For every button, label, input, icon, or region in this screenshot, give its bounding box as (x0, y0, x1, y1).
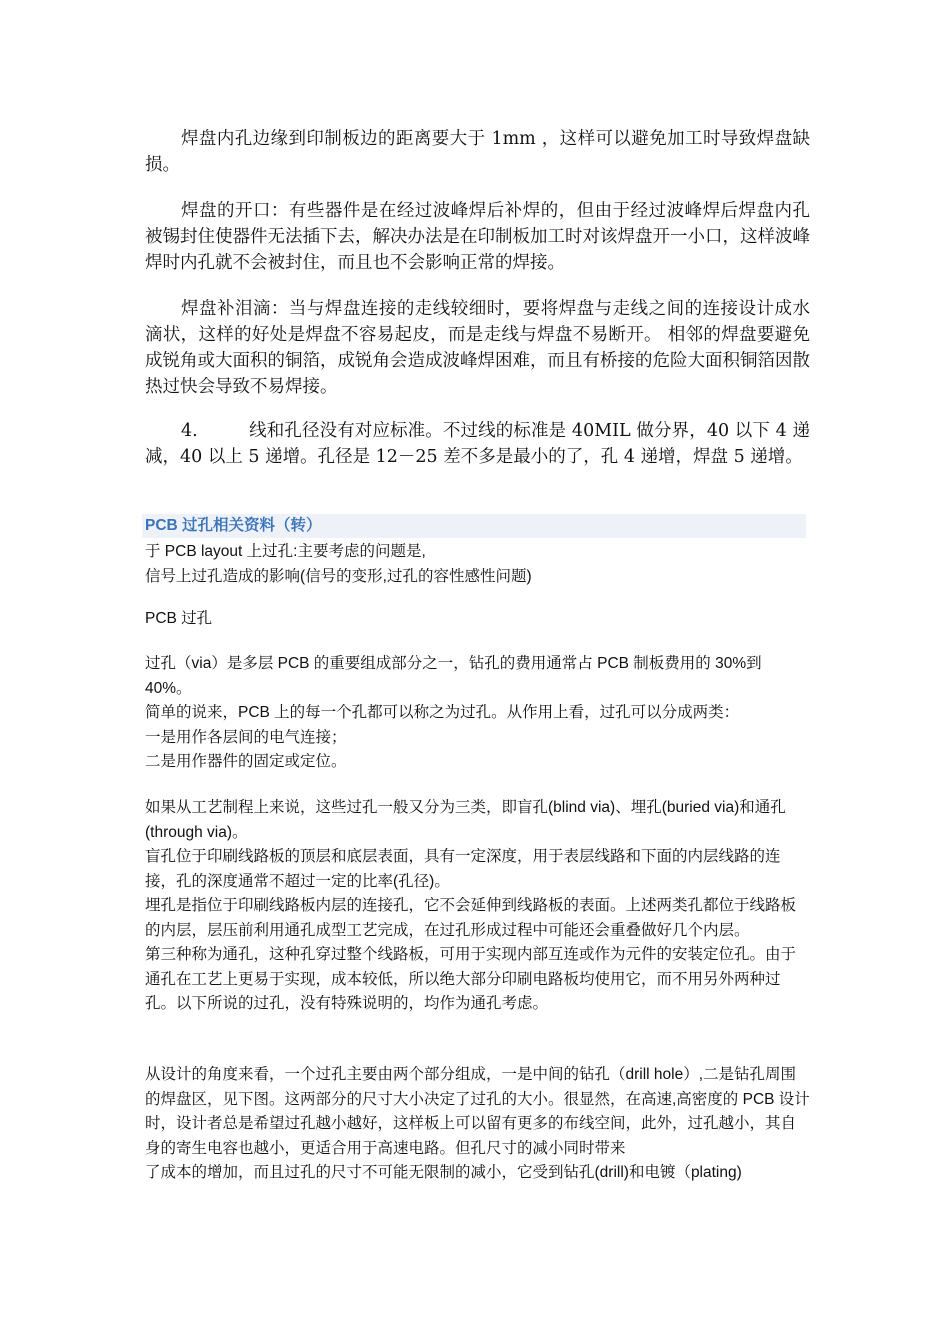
via-definition-block (145, 652, 810, 775)
paragraph-pad-edge-distance: 焊盘内孔边缘到印制板边的距离要大于 1mm ，这样可以避免加工时导致焊盘缺损。 (145, 129, 810, 175)
intro-block (145, 540, 810, 589)
text-line: 简单的说来，PCB 上的每一个孔都可以称之为过孔。从作用上看，过孔可以分成两类： (145, 704, 740, 721)
paragraph-line-hole-standard (145, 418, 810, 470)
text-line: 过孔（via）是多层 PCB 的重要组成部分之一，钻孔的费用通常占 PCB 制板费用的 30%到 40%。 (145, 655, 762, 697)
text-line: 了成本的增加，而且过孔的尺寸不可能无限制的减小，它受到钻孔(drill)和电镀（plating) (145, 1164, 742, 1181)
list-text: 线和孔径没有对应标准。不过线的标准是 40MIL 做分界，40 以下 4 递减，40 以上 5 递增。孔径是 12－25 差不多是最小的了，孔 4 递增，焊盘 5 递增。 (145, 421, 810, 467)
text-line: 埋孔是指位于印刷线路板内层的连接孔，它不会延伸到线路板的表面。上述两类孔都位于线路板的内层，层压前利用通孔成型工艺完成，在过孔形成过程中可能还会重叠做好几个内层。 (145, 897, 797, 939)
via-design-block (145, 1063, 810, 1186)
subtitle-pcb-via: PCB 过孔 (145, 610, 213, 627)
text-line: 二是用作器件的固定或定位。 (145, 753, 347, 770)
paragraph-pad-opening: 焊盘的开口：有些器件是在经过波峰焊后补焊的，但由于经过波峰焊后焊盘内孔被锡封住使器件无法插下去，解决办法是在印制板加工时对该焊盘开一小口，这样波峰焊时内孔就不会被封住，而且也不会影响正常的焊接。 (145, 201, 810, 273)
text-line: 一是用作各层间的电气连接； (145, 728, 347, 746)
text-line: 盲孔位于印刷线路板的顶层和底层表面，具有一定深度，用于表层线路和下面的内层线路的连接，孔的深度通常不超过一定的比率(孔径)。 (145, 848, 781, 890)
intro-line: 于 PCB layout 上过孔:主要考虑的问题是, (145, 543, 426, 560)
intro-line: 信号上过孔造成的影响(信号的变形,过孔的容性感性问题) (145, 567, 532, 585)
list-number: 4. (181, 421, 198, 441)
section-heading: PCB 过孔相关资料（转） (145, 517, 322, 534)
text-line: 从设计的角度来看，一个过孔主要由两个部分组成，一是中间的钻孔（drill hole）,二是钻孔周围的焊盘区，见下图。这两部分的尺寸大小决定了过孔的大小。很显然，在高速,高密度的 PCB 设计时，设计者总是希望过孔越小越好，这样板上可以留有更多的布线空间，此外，过孔越小，其自身的寄生电容也越小，更适合用于高速电路。但孔尺寸的减小同时带来 (145, 1066, 810, 1157)
text-line: 第三种称为通孔，这种孔穿过整个线路板，可用于实现内部互连或作为元件的安装定位孔。由于通孔在工艺上更易于实现，成本较低，所以绝大部分印刷电路板均使用它，而不用另外两种过孔。以下所说的过孔，没有特殊说明的，均作为通孔考虑。 (145, 946, 797, 1012)
via-types-block (145, 796, 810, 1017)
paragraph-pad-teardrop: 焊盘补泪滴：当与焊盘连接的走线较细时，要将焊盘与走线之间的连接设计成水滴状，这样的好处是焊盘不容易起皮，而是走线与焊盘不易断开。 相邻的焊盘要避免成锐角或大面积的铜箔，成锐角会造成波峰焊困难，而且有桥接的危险大面积铜箔因散热过快会导致不易焊接。 (145, 299, 810, 397)
text-line: 如果从工艺制程上来说，这些过孔一般又分为三类，即盲孔(blind via)、埋孔(buried via)和通孔(through via)。 (145, 799, 786, 841)
